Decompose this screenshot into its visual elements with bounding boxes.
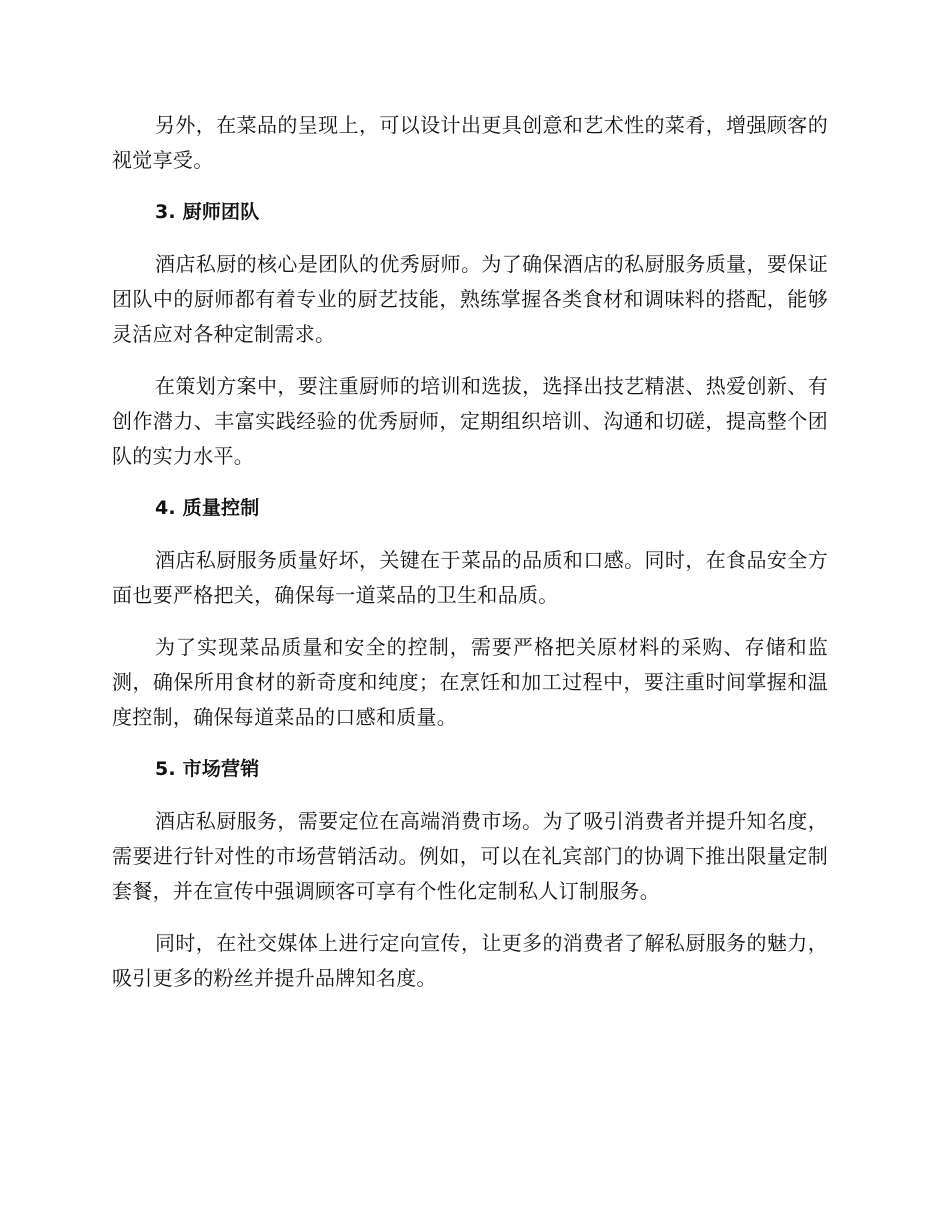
section-heading-marketing: 5. 市场营销 bbox=[155, 758, 260, 780]
paragraph-chef-core: 酒店私厨的核心是团队的优秀厨师。为了确保酒店的私厨服务质量，要保证团队中的厨师都有着专业的厨艺技能，熟练掌握各类食材和调味料的搭配，能够灵活应对各种定制需求。 bbox=[112, 252, 828, 346]
paragraph-chef-training: 在策划方案中，要注重厨师的培训和选拔，选择出技艺精湛、热爱创新、有创作潜力、丰富实践经验的优秀厨师，定期组织培训、沟通和切磋，提高整个团队的实力水平。 bbox=[112, 374, 828, 468]
paragraph-marketing-positioning: 酒店私厨服务，需要定位在高端消费市场。为了吸引消费者并提升知名度，需要进行针对性的市场营销活动。例如，可以在礼宾部门的协调下推出限量定制套餐，并在宣传中强调顾客可享有个性化定制私人订制服务。 bbox=[112, 809, 828, 903]
paragraph-quality-key: 酒店私厨服务质量好坏，关键在于菜品的品质和口感。同时，在食品安全方面也要严格把关，确保每一道菜品的卫生和品质。 bbox=[112, 548, 828, 607]
section-heading-chef-team: 3. 厨师团队 bbox=[155, 201, 260, 223]
paragraph-quality-process: 为了实现菜品质量和安全的控制，需要严格把关原材料的采购、存储和监测，确保所用食材的新奇度和纯度；在烹饪和加工过程中，要注重时间掌握和温度控制，确保每道菜品的口感和质量。 bbox=[112, 635, 828, 729]
paragraph-dish-presentation: 另外，在菜品的呈现上，可以设计出更具创意和艺术性的菜肴，增强顾客的视觉享受。 bbox=[112, 113, 828, 172]
section-heading-quality-control: 4. 质量控制 bbox=[155, 497, 260, 519]
paragraph-marketing-social: 同时，在社交媒体上进行定向宣传，让更多的消费者了解私厨服务的魅力，吸引更多的粉丝并提升品牌知名度。 bbox=[112, 931, 828, 990]
